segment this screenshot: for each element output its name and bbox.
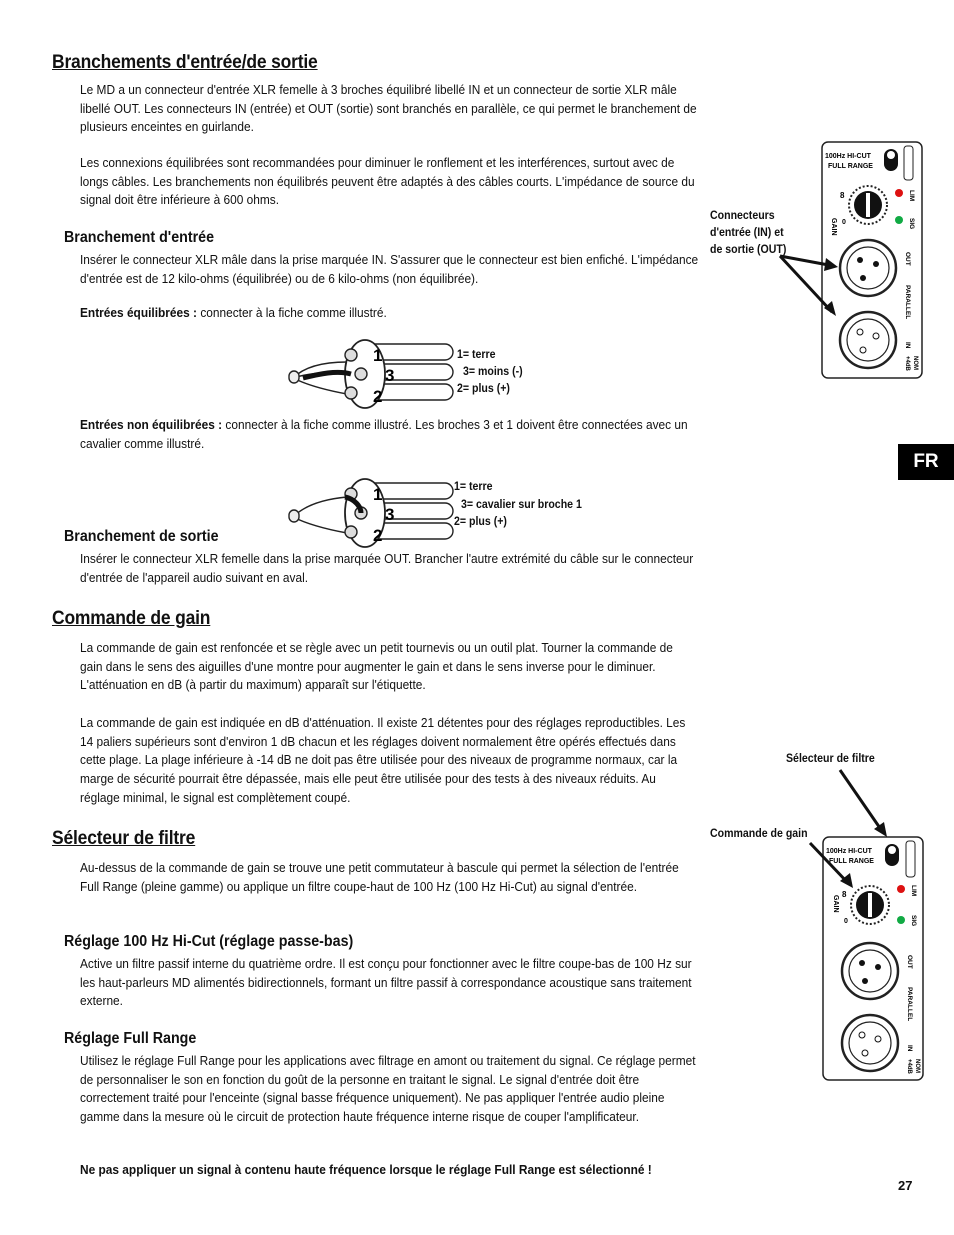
p2-gain-label: GAIN [832, 895, 839, 913]
p2-parallel-label: PARALLEL [906, 987, 913, 1022]
unbalanced-bold: Entrées non équilibrées : [80, 417, 223, 432]
plug2-label-2: 2= plus (+) [454, 516, 507, 528]
balanced-text: connecter à la fiche comme illustré. [197, 305, 387, 320]
p2-switch-label-1: 100Hz HI-CUT [826, 848, 872, 855]
subsection-title-output: Branchement de sortie [64, 528, 219, 545]
p2-in-label: IN [906, 1045, 913, 1052]
unbalanced-note [80, 416, 699, 453]
p2-dial-8: 8 [842, 890, 847, 899]
paragraph-io-1: Le MD a un connecteur d'entrée XLR femelle à 3 broches équilibré libellé IN et un connecteur de sortie XLR mâle libellé OUT. Les connecteurs IN (entrée) et OUT (sortie) sont branchés en parallèle, ce qui permet le branchement de plusieurs enceintes en guirlande. [80, 82, 697, 135]
panel1-callout-line2: d'entrée (IN) et [710, 227, 784, 239]
p2-lim-label: LIM [910, 885, 917, 897]
panel2-callout-gain: Commande de gain [710, 828, 808, 840]
language-tab: FR [898, 444, 954, 480]
p2-nom-label: NOM [914, 1059, 920, 1073]
plug1-pin-1: 1 [373, 346, 383, 365]
p1-switch-label-2: FULL RANGE [828, 163, 873, 170]
plug2-label-3: 3= cavalier sur broche 1 [461, 499, 582, 511]
paragraph-hicut: Active un filtre passif interne du quatrième ordre. Il est conçu pour fonctionner avec le filtre coupe-bas de 100 Hz sur les haut-parleurs MD alimentés bidirectionnels, formant un filtre passif à correspondance acoustique sans traitement externe. [80, 956, 692, 1009]
plug2-label-1: 1= terre [454, 481, 493, 493]
p2-out-label: OUT [906, 955, 913, 969]
xlr-unbalanced-diagram [285, 477, 465, 551]
p1-gain-label: GAIN [830, 218, 837, 236]
paragraph-filter: Au-dessus de la commande de gain se trouve une petit commutateur à bascule qui permet la sélection de l'entrée Full Range (pleine gamme) ou applique un filtre coupe-haut de 100 Hz (100 Hz Hi-Cut) au signal d'entrée. [80, 860, 679, 894]
section-title-io: Branchements d'entrée/de sortie [52, 52, 318, 73]
panel2-callout-filter: Sélecteur de filtre [786, 753, 875, 765]
panel1-callout-line3: de sortie (OUT) [710, 244, 787, 256]
rear-panel-diagram-1 [770, 140, 930, 380]
paragraph-gain-1: La commande de gain est renfoncée et se règle avec un petit tournevis ou un outil plat. Tourner la commande de gain dans le sens des aiguilles d'une montre pour augmenter le gain et dans le sens inverse pour le diminuer. L'atténuation en dB (à partir du maximum) apparaît sur l'étiquette. [80, 640, 673, 693]
unbalanced-text: connecter à la fiche comme illustré. Les broches 3 et 1 doivent être connectées avec un cavalier comme illustré. [80, 417, 688, 451]
paragraph-fullrange: Utilisez le réglage Full Range pour les applications avec filtrage en amont ou traitement du signal. Ce réglage permet de personnaliser le son en fonction du goût de la personne en traitant le signal. Le signal d'entrée doit être correctement traité pour l'enceinte (signal basse fréquence uniquement). Ne pas appliquer l'entrée audio pleine gamme dans la mesure où le circuit de protection haute fréquence interne risque de couper l'amplificateur. [80, 1053, 696, 1125]
section-title-gain: Commande de gain [52, 608, 211, 629]
plug1-pin-2: 2 [373, 387, 383, 406]
paragraph-io-2: Les connexions équilibrées sont recommandées pour diminuer le ronflement et les interférences, surtout avec de longs câbles. Les branchements non équilibrés peuvent être adaptés à des câbles courts. L'impédance de source du signal doit être inférieure à 600 ohms. [80, 155, 695, 208]
p1-sig-label: SIG [908, 218, 915, 230]
p2-dial-0: 0 [844, 918, 848, 925]
paragraph-input: Insérer le connecteur XLR mâle dans la prise marquée IN. S'assurer que le connecteur est bien enfiché. L'impédance d'entrée est de 12 kilo-ohms (équilibrée) ou de 6 kilo-ohms (non équilibrée). [80, 252, 699, 286]
section-title-filter: Sélecteur de filtre [52, 828, 196, 849]
p2-switch-label-2: FULL RANGE [829, 858, 874, 865]
subsection-title-fullrange: Réglage Full Range [64, 1030, 197, 1047]
plug1-label-2: 2= plus (+) [457, 383, 510, 395]
p1-out-label: OUT [904, 252, 911, 266]
page-number: 27 [898, 1178, 913, 1193]
panel1-callout-line1: Connecteurs [710, 210, 775, 222]
paragraph-output: Insérer le connecteur XLR femelle dans la prise marquée OUT. Brancher l'autre extrémité du câble sur le connecteur d'entrée de l'appareil audio suivant en aval. [80, 551, 694, 585]
balanced-bold: Entrées équilibrées : [80, 305, 198, 320]
balanced-note [80, 304, 699, 323]
p1-lim-label: LIM [908, 190, 915, 202]
p1-switch-label-1: 100Hz HI-CUT [825, 153, 871, 160]
plug1-label-3: 3= moins (-) [463, 366, 523, 378]
p2-sig-label: SIG [910, 915, 917, 927]
p1-parallel-label: PARALLEL [904, 285, 911, 320]
plug1-label-1: 1= terre [457, 349, 496, 361]
warning-note: Ne pas appliquer un signal à contenu haute fréquence lorsque le réglage Full Range est sélectionné ! [80, 1162, 652, 1177]
p2-nom-val: +4dB [906, 1059, 912, 1074]
p1-nom-val: +4dB [904, 356, 910, 371]
p1-dial-0: 0 [842, 219, 846, 226]
plug2-pin-1: 1 [373, 485, 383, 504]
subsection-title-input: Branchement d'entrée [64, 229, 215, 246]
subsection-title-hicut: Réglage 100 Hz Hi-Cut (réglage passe-bas) [64, 933, 354, 950]
paragraph-gain-2: La commande de gain est indiquée en dB d'atténuation. Il existe 21 détentes pour des réglages reproductibles. Les 14 paliers supérieurs sont d'environ 1 dB chacun et les réglages doivent normalement être opérés effectués dans cette plage. La plage inférieure à -14 dB ne doit pas être utilisée pour des niveaux de programme normaux, car la marge de sécurité pourrait être dépassée, mais elle peut être utilisée pour des tests à des niveaux réduits. Au réglage minimal, le signal est complètement coupé. [80, 715, 686, 805]
plug2-pin-2: 2 [373, 526, 383, 545]
rear-panel-diagram-2 [770, 765, 930, 1085]
xlr-balanced-diagram [285, 338, 465, 412]
plug1-pin-3: 3 [385, 366, 395, 385]
p1-dial-8: 8 [840, 191, 845, 200]
p1-nom-label: NOM [912, 356, 918, 370]
p1-in-label: IN [904, 342, 911, 349]
plug2-pin-3: 3 [385, 505, 395, 524]
